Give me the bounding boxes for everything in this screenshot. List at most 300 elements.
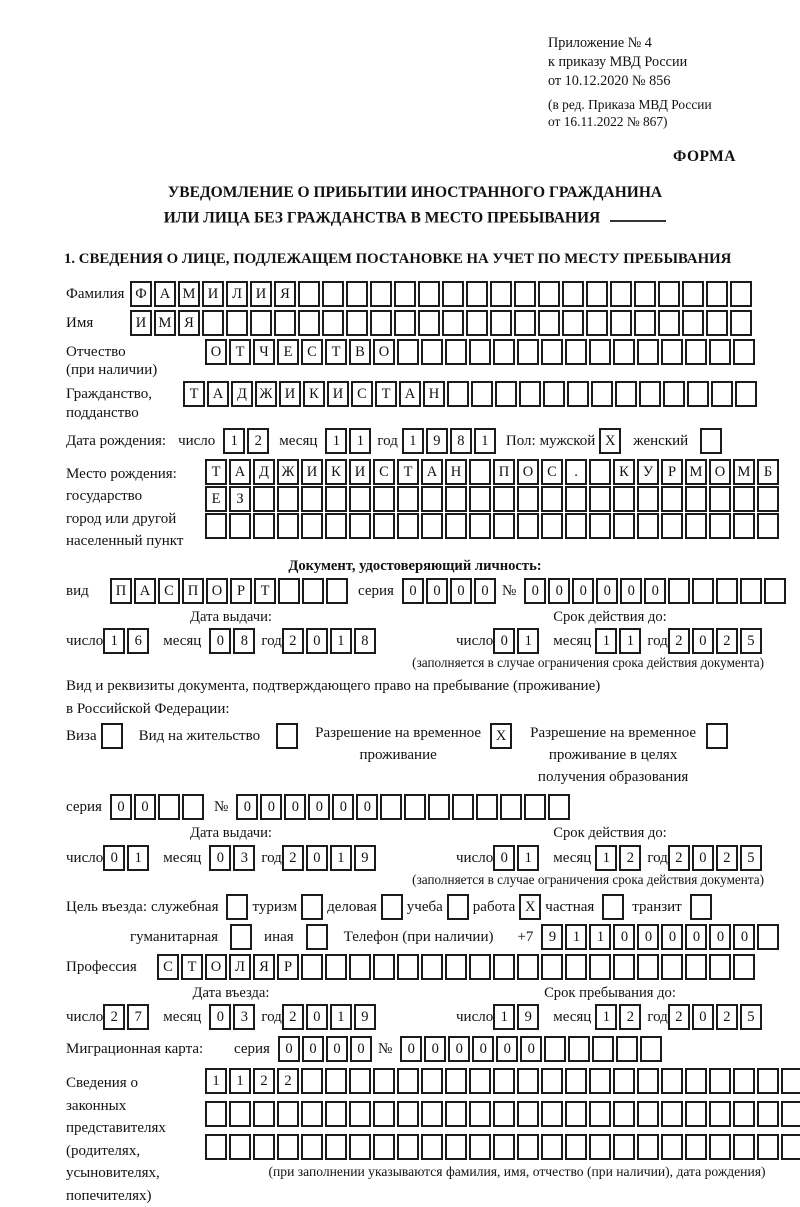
char-cell[interactable] <box>493 1068 515 1094</box>
char-cell[interactable]: Р <box>661 459 683 485</box>
char-cell[interactable] <box>301 1134 323 1160</box>
char-cell[interactable] <box>373 954 395 980</box>
char-cell[interactable] <box>514 281 536 307</box>
char-cell[interactable] <box>349 954 371 980</box>
char-cell[interactable]: 9 <box>426 428 448 454</box>
char-cell[interactable] <box>663 381 685 407</box>
char-cell[interactable]: М <box>178 281 200 307</box>
char-cell[interactable] <box>781 1101 800 1127</box>
char-cell[interactable] <box>445 954 467 980</box>
char-cell[interactable]: 0 <box>209 845 231 871</box>
char-cell[interactable]: Д <box>231 381 253 407</box>
char-cell[interactable] <box>661 1068 683 1094</box>
char-cell[interactable]: О <box>373 339 395 365</box>
male-checkbox[interactable]: X <box>599 428 621 454</box>
char-cell[interactable]: Т <box>325 339 347 365</box>
char-cell[interactable]: Д <box>253 459 275 485</box>
char-cell[interactable] <box>452 794 474 820</box>
char-cell[interactable]: 2 <box>282 845 304 871</box>
char-cell[interactable]: 0 <box>134 794 156 820</box>
purpose-business-checkbox[interactable] <box>381 894 403 920</box>
char-cell[interactable]: 0 <box>424 1036 446 1062</box>
char-cell[interactable] <box>397 1068 419 1094</box>
char-cell[interactable]: 9 <box>354 1004 376 1030</box>
char-cell[interactable] <box>757 1101 779 1127</box>
char-cell[interactable] <box>616 1036 638 1062</box>
char-cell[interactable]: 5 <box>740 845 762 871</box>
char-cell[interactable] <box>589 954 611 980</box>
char-cell[interactable] <box>716 578 738 604</box>
char-cell[interactable]: 0 <box>620 578 642 604</box>
char-cell[interactable] <box>442 281 464 307</box>
char-cell[interactable] <box>541 1134 563 1160</box>
char-cell[interactable] <box>757 924 779 950</box>
char-cell[interactable] <box>757 486 779 512</box>
char-cell[interactable]: 0 <box>637 924 659 950</box>
char-cell[interactable] <box>687 381 709 407</box>
char-cell[interactable] <box>301 1068 323 1094</box>
char-cell[interactable] <box>404 794 426 820</box>
char-cell[interactable] <box>250 310 272 336</box>
char-cell[interactable] <box>661 486 683 512</box>
char-cell[interactable] <box>517 1134 539 1160</box>
char-cell[interactable]: 0 <box>306 628 328 654</box>
purpose-official-checkbox[interactable] <box>226 894 248 920</box>
char-cell[interactable] <box>322 310 344 336</box>
char-cell[interactable] <box>226 310 248 336</box>
char-cell[interactable]: 1 <box>330 628 352 654</box>
char-cell[interactable]: 2 <box>247 428 269 454</box>
char-cell[interactable] <box>445 1134 467 1160</box>
char-cell[interactable]: Е <box>277 339 299 365</box>
char-cell[interactable] <box>421 954 443 980</box>
char-cell[interactable]: 0 <box>400 1036 422 1062</box>
char-cell[interactable]: С <box>541 459 563 485</box>
char-cell[interactable] <box>298 281 320 307</box>
char-cell[interactable] <box>706 310 728 336</box>
char-cell[interactable] <box>397 339 419 365</box>
char-cell[interactable] <box>493 513 515 539</box>
char-cell[interactable]: 0 <box>308 794 330 820</box>
char-cell[interactable]: И <box>202 281 224 307</box>
char-cell[interactable] <box>661 1134 683 1160</box>
purpose-transit-checkbox[interactable] <box>690 894 712 920</box>
char-cell[interactable] <box>538 281 560 307</box>
char-cell[interactable]: 0 <box>596 578 618 604</box>
char-cell[interactable] <box>445 486 467 512</box>
char-cell[interactable]: П <box>182 578 204 604</box>
char-cell[interactable] <box>589 1101 611 1127</box>
char-cell[interactable] <box>370 281 392 307</box>
char-cell[interactable] <box>349 513 371 539</box>
char-cell[interactable] <box>325 1101 347 1127</box>
char-cell[interactable]: 0 <box>326 1036 348 1062</box>
char-cell[interactable]: 0 <box>402 578 424 604</box>
char-cell[interactable]: И <box>327 381 349 407</box>
char-cell[interactable] <box>541 1068 563 1094</box>
char-cell[interactable]: 8 <box>233 628 255 654</box>
char-cell[interactable]: 0 <box>260 794 282 820</box>
char-cell[interactable]: 0 <box>733 924 755 950</box>
char-cell[interactable] <box>589 1068 611 1094</box>
char-cell[interactable]: 2 <box>668 1004 690 1030</box>
char-cell[interactable]: И <box>301 459 323 485</box>
char-cell[interactable] <box>301 486 323 512</box>
char-cell[interactable] <box>517 513 539 539</box>
char-cell[interactable] <box>562 281 584 307</box>
char-cell[interactable]: Б <box>757 459 779 485</box>
char-cell[interactable] <box>349 486 371 512</box>
char-cell[interactable] <box>757 513 779 539</box>
visa-checkbox[interactable] <box>101 723 123 749</box>
char-cell[interactable] <box>421 339 443 365</box>
char-cell[interactable]: 2 <box>668 628 690 654</box>
char-cell[interactable] <box>421 1068 443 1094</box>
char-cell[interactable] <box>349 1134 371 1160</box>
char-cell[interactable]: 2 <box>282 628 304 654</box>
char-cell[interactable] <box>733 954 755 980</box>
char-cell[interactable] <box>469 1134 491 1160</box>
char-cell[interactable] <box>685 954 707 980</box>
purpose-work-checkbox[interactable]: X <box>519 894 541 920</box>
char-cell[interactable] <box>589 1134 611 1160</box>
purpose-other-checkbox[interactable] <box>306 924 328 950</box>
char-cell[interactable]: 0 <box>306 845 328 871</box>
char-cell[interactable]: В <box>349 339 371 365</box>
char-cell[interactable]: 0 <box>661 924 683 950</box>
char-cell[interactable]: Я <box>178 310 200 336</box>
char-cell[interactable] <box>682 310 704 336</box>
char-cell[interactable] <box>706 281 728 307</box>
char-cell[interactable] <box>325 486 347 512</box>
char-cell[interactable] <box>685 486 707 512</box>
char-cell[interactable]: И <box>279 381 301 407</box>
char-cell[interactable] <box>615 381 637 407</box>
char-cell[interactable]: К <box>613 459 635 485</box>
char-cell[interactable] <box>586 281 608 307</box>
char-cell[interactable] <box>253 1134 275 1160</box>
char-cell[interactable]: Т <box>181 954 203 980</box>
char-cell[interactable]: 5 <box>740 1004 762 1030</box>
char-cell[interactable]: 2 <box>619 845 641 871</box>
char-cell[interactable] <box>685 1134 707 1160</box>
char-cell[interactable]: А <box>421 459 443 485</box>
char-cell[interactable] <box>757 1134 779 1160</box>
char-cell[interactable]: 0 <box>209 1004 231 1030</box>
char-cell[interactable]: 9 <box>354 845 376 871</box>
char-cell[interactable] <box>733 339 755 365</box>
char-cell[interactable] <box>541 513 563 539</box>
char-cell[interactable] <box>661 954 683 980</box>
char-cell[interactable] <box>469 954 491 980</box>
char-cell[interactable] <box>229 1134 251 1160</box>
char-cell[interactable] <box>349 1068 371 1094</box>
char-cell[interactable] <box>517 954 539 980</box>
char-cell[interactable]: 0 <box>426 578 448 604</box>
char-cell[interactable] <box>562 310 584 336</box>
char-cell[interactable] <box>709 339 731 365</box>
char-cell[interactable]: С <box>351 381 373 407</box>
char-cell[interactable]: 8 <box>354 628 376 654</box>
char-cell[interactable]: П <box>110 578 132 604</box>
char-cell[interactable]: П <box>493 459 515 485</box>
female-checkbox[interactable] <box>700 428 722 454</box>
char-cell[interactable]: Ф <box>130 281 152 307</box>
char-cell[interactable] <box>613 1068 635 1094</box>
char-cell[interactable] <box>781 1134 800 1160</box>
char-cell[interactable] <box>517 339 539 365</box>
char-cell[interactable] <box>205 1134 227 1160</box>
char-cell[interactable] <box>637 339 659 365</box>
char-cell[interactable] <box>346 310 368 336</box>
char-cell[interactable]: 1 <box>127 845 149 871</box>
char-cell[interactable] <box>493 1134 515 1160</box>
char-cell[interactable]: 2 <box>277 1068 299 1094</box>
char-cell[interactable] <box>493 486 515 512</box>
char-cell[interactable] <box>301 513 323 539</box>
char-cell[interactable] <box>490 281 512 307</box>
char-cell[interactable]: 0 <box>493 628 515 654</box>
char-cell[interactable] <box>781 1068 800 1094</box>
char-cell[interactable]: 1 <box>205 1068 227 1094</box>
char-cell[interactable]: О <box>205 339 227 365</box>
char-cell[interactable]: С <box>158 578 180 604</box>
char-cell[interactable]: О <box>205 954 227 980</box>
char-cell[interactable] <box>277 1101 299 1127</box>
blank-underline[interactable] <box>610 205 666 223</box>
char-cell[interactable] <box>613 954 635 980</box>
char-cell[interactable] <box>589 339 611 365</box>
char-cell[interactable] <box>735 381 757 407</box>
char-cell[interactable] <box>469 1101 491 1127</box>
char-cell[interactable] <box>325 513 347 539</box>
char-cell[interactable]: М <box>685 459 707 485</box>
char-cell[interactable] <box>421 486 443 512</box>
char-cell[interactable] <box>373 1101 395 1127</box>
char-cell[interactable]: 0 <box>548 578 570 604</box>
char-cell[interactable] <box>568 1036 590 1062</box>
char-cell[interactable] <box>613 1134 635 1160</box>
char-cell[interactable]: 0 <box>103 845 125 871</box>
char-cell[interactable] <box>394 281 416 307</box>
char-cell[interactable] <box>565 1068 587 1094</box>
char-cell[interactable]: 0 <box>692 628 714 654</box>
char-cell[interactable] <box>685 339 707 365</box>
char-cell[interactable]: Т <box>205 459 227 485</box>
char-cell[interactable]: А <box>399 381 421 407</box>
char-cell[interactable] <box>757 1068 779 1094</box>
temp-residence-education-checkbox[interactable] <box>706 723 728 749</box>
char-cell[interactable]: 1 <box>517 845 539 871</box>
char-cell[interactable]: А <box>134 578 156 604</box>
char-cell[interactable] <box>565 513 587 539</box>
char-cell[interactable]: С <box>157 954 179 980</box>
char-cell[interactable]: 0 <box>613 924 635 950</box>
purpose-tourism-checkbox[interactable] <box>301 894 323 920</box>
char-cell[interactable] <box>397 1101 419 1127</box>
char-cell[interactable]: 1 <box>493 1004 515 1030</box>
char-cell[interactable] <box>591 381 613 407</box>
char-cell[interactable] <box>637 1134 659 1160</box>
char-cell[interactable] <box>469 513 491 539</box>
char-cell[interactable]: 1 <box>595 1004 617 1030</box>
char-cell[interactable] <box>733 486 755 512</box>
char-cell[interactable] <box>517 486 539 512</box>
char-cell[interactable]: Я <box>274 281 296 307</box>
char-cell[interactable] <box>476 794 498 820</box>
char-cell[interactable] <box>565 954 587 980</box>
char-cell[interactable] <box>373 1134 395 1160</box>
char-cell[interactable]: А <box>154 281 176 307</box>
char-cell[interactable]: 3 <box>233 1004 255 1030</box>
char-cell[interactable]: О <box>517 459 539 485</box>
char-cell[interactable]: 0 <box>520 1036 542 1062</box>
char-cell[interactable]: 0 <box>302 1036 324 1062</box>
char-cell[interactable]: 1 <box>595 845 617 871</box>
char-cell[interactable] <box>229 513 251 539</box>
char-cell[interactable]: 2 <box>716 1004 738 1030</box>
char-cell[interactable] <box>685 513 707 539</box>
char-cell[interactable] <box>709 954 731 980</box>
char-cell[interactable] <box>519 381 541 407</box>
char-cell[interactable] <box>613 339 635 365</box>
char-cell[interactable] <box>346 281 368 307</box>
char-cell[interactable]: 1 <box>349 428 371 454</box>
char-cell[interactable] <box>253 1101 275 1127</box>
char-cell[interactable] <box>397 486 419 512</box>
char-cell[interactable] <box>274 310 296 336</box>
char-cell[interactable] <box>733 1068 755 1094</box>
char-cell[interactable] <box>661 339 683 365</box>
char-cell[interactable]: 1 <box>223 428 245 454</box>
purpose-humanitarian-checkbox[interactable] <box>230 924 252 950</box>
char-cell[interactable] <box>634 310 656 336</box>
char-cell[interactable] <box>544 1036 566 1062</box>
char-cell[interactable]: Ч <box>253 339 275 365</box>
char-cell[interactable]: 0 <box>450 578 472 604</box>
char-cell[interactable] <box>541 954 563 980</box>
char-cell[interactable]: . <box>565 459 587 485</box>
char-cell[interactable] <box>668 578 690 604</box>
purpose-study-checkbox[interactable] <box>447 894 469 920</box>
char-cell[interactable] <box>301 1101 323 1127</box>
char-cell[interactable] <box>442 310 464 336</box>
char-cell[interactable] <box>733 1101 755 1127</box>
char-cell[interactable] <box>589 459 611 485</box>
char-cell[interactable]: К <box>303 381 325 407</box>
char-cell[interactable] <box>637 954 659 980</box>
char-cell[interactable] <box>447 381 469 407</box>
char-cell[interactable]: 3 <box>233 845 255 871</box>
char-cell[interactable] <box>586 310 608 336</box>
char-cell[interactable]: 0 <box>644 578 666 604</box>
char-cell[interactable] <box>709 1068 731 1094</box>
char-cell[interactable] <box>397 1134 419 1160</box>
char-cell[interactable] <box>661 1101 683 1127</box>
char-cell[interactable] <box>661 513 683 539</box>
char-cell[interactable] <box>567 381 589 407</box>
char-cell[interactable]: Н <box>423 381 445 407</box>
char-cell[interactable] <box>325 1068 347 1094</box>
char-cell[interactable] <box>229 1101 251 1127</box>
char-cell[interactable]: 7 <box>127 1004 149 1030</box>
char-cell[interactable] <box>373 486 395 512</box>
char-cell[interactable] <box>740 578 762 604</box>
char-cell[interactable] <box>325 954 347 980</box>
char-cell[interactable] <box>298 310 320 336</box>
char-cell[interactable] <box>685 1101 707 1127</box>
char-cell[interactable]: И <box>250 281 272 307</box>
char-cell[interactable]: 1 <box>565 924 587 950</box>
char-cell[interactable] <box>253 513 275 539</box>
char-cell[interactable] <box>709 486 731 512</box>
char-cell[interactable] <box>711 381 733 407</box>
char-cell[interactable] <box>637 1068 659 1094</box>
char-cell[interactable] <box>517 1101 539 1127</box>
char-cell[interactable] <box>493 339 515 365</box>
char-cell[interactable] <box>634 281 656 307</box>
char-cell[interactable]: 0 <box>709 924 731 950</box>
char-cell[interactable]: 1 <box>330 845 352 871</box>
char-cell[interactable]: Я <box>253 954 275 980</box>
char-cell[interactable] <box>565 339 587 365</box>
char-cell[interactable]: А <box>229 459 251 485</box>
char-cell[interactable]: 1 <box>589 924 611 950</box>
char-cell[interactable]: Т <box>254 578 276 604</box>
char-cell[interactable] <box>565 1101 587 1127</box>
char-cell[interactable]: 1 <box>619 628 641 654</box>
char-cell[interactable] <box>490 310 512 336</box>
char-cell[interactable] <box>397 513 419 539</box>
char-cell[interactable] <box>394 310 416 336</box>
char-cell[interactable] <box>538 310 560 336</box>
char-cell[interactable]: 0 <box>496 1036 518 1062</box>
char-cell[interactable] <box>418 281 440 307</box>
char-cell[interactable]: 0 <box>524 578 546 604</box>
char-cell[interactable] <box>445 1101 467 1127</box>
char-cell[interactable]: Ж <box>255 381 277 407</box>
char-cell[interactable] <box>253 486 275 512</box>
char-cell[interactable]: 0 <box>692 1004 714 1030</box>
char-cell[interactable] <box>637 1101 659 1127</box>
char-cell[interactable] <box>543 381 565 407</box>
temp-residence-checkbox[interactable]: X <box>490 723 512 749</box>
char-cell[interactable]: 2 <box>668 845 690 871</box>
char-cell[interactable]: 0 <box>110 794 132 820</box>
char-cell[interactable]: 0 <box>236 794 258 820</box>
char-cell[interactable]: 1 <box>330 1004 352 1030</box>
char-cell[interactable] <box>548 794 570 820</box>
purpose-private-checkbox[interactable] <box>602 894 624 920</box>
char-cell[interactable]: Р <box>277 954 299 980</box>
char-cell[interactable]: 2 <box>253 1068 275 1094</box>
char-cell[interactable]: А <box>207 381 229 407</box>
char-cell[interactable]: 9 <box>541 924 563 950</box>
char-cell[interactable]: М <box>733 459 755 485</box>
char-cell[interactable] <box>445 513 467 539</box>
char-cell[interactable] <box>421 1134 443 1160</box>
char-cell[interactable]: 8 <box>450 428 472 454</box>
char-cell[interactable]: 0 <box>685 924 707 950</box>
char-cell[interactable] <box>541 486 563 512</box>
char-cell[interactable]: Т <box>183 381 205 407</box>
char-cell[interactable] <box>730 281 752 307</box>
char-cell[interactable] <box>637 486 659 512</box>
char-cell[interactable]: С <box>301 339 323 365</box>
char-cell[interactable] <box>589 513 611 539</box>
char-cell[interactable] <box>205 1101 227 1127</box>
char-cell[interactable] <box>565 1134 587 1160</box>
